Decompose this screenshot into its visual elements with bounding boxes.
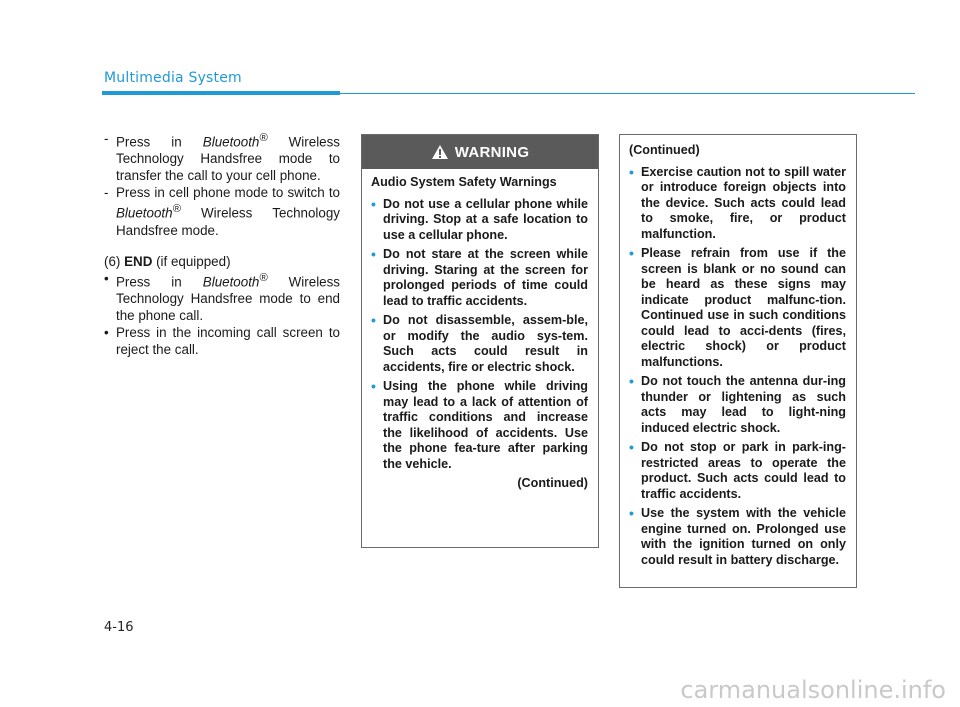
section-title: Multimedia System <box>104 70 242 86</box>
warning-item: • Do not stop or park in park-ing-restricted areas to operate the product. Such acts could lead to traffic accidents. <box>629 439 846 501</box>
warning-box <box>361 134 599 548</box>
text: Press in <box>116 134 203 150</box>
warning-heading: WARNING <box>454 143 530 161</box>
header-rule <box>340 93 915 94</box>
text: Press in cell phone mode to switch to <box>116 185 340 201</box>
warning-item: • Do not use a cellular phone while driving. Stop at a safe location to use a cellular phone. <box>371 195 588 242</box>
warning-header <box>362 135 598 169</box>
text: Press in the incoming call screen to reject the call. <box>116 325 340 358</box>
brand-name: Bluetooth <box>202 274 260 290</box>
bullet-icon: • <box>371 195 376 212</box>
text: Wireless Technology Handsfree mode to transfer the call to your cell phone. <box>116 134 341 184</box>
bullet-icon: • <box>371 312 376 328</box>
warning-item: • Exercise caution not to spill water or introduce foreign objects into the device. Such acts could lead to smoke, fire, or product malfunction. <box>629 163 846 241</box>
warning-title: Audio System Safety Warnings <box>371 175 557 189</box>
bullet-end-call <box>104 270 340 324</box>
text: Press in <box>116 274 203 290</box>
bullet-marker: • <box>104 270 109 286</box>
continued-label: (Continued) <box>517 476 588 490</box>
item-6-heading <box>104 253 340 270</box>
bullet-icon: • <box>629 373 634 389</box>
warning-item: • Do not disassemble, assem-ble, or modify the audio sys-tem. Such acts could result in accidents, fire or electric shock. <box>371 312 588 374</box>
bullet-reject-call <box>104 324 340 358</box>
text: Wireless Technology Handsfree mode to end the phone call. <box>116 274 341 324</box>
warning-item: • Please refrain from use if the screen is blank or no sound can be heard as these signs may indicate product malfunc-tion. Continued use in such conditions could lead to acci-dents (fires, electric shock) or product malfunctions. <box>629 245 846 369</box>
bullet-marker: • <box>104 325 109 341</box>
sub-item-switch <box>104 184 340 238</box>
bullet-icon: • <box>371 246 376 262</box>
brand-name: Bluetooth <box>116 205 173 221</box>
item-number: (6) <box>104 253 125 269</box>
warning-icon <box>431 144 449 160</box>
registered-mark: ® <box>172 203 181 216</box>
bullet-icon: • <box>629 439 634 455</box>
brand-name: Bluetooth <box>202 134 260 150</box>
text: Wireless Technology Handsfree mode. <box>116 205 340 238</box>
bullet-icon: • <box>629 505 634 521</box>
sub-item-transfer <box>104 130 340 184</box>
bullet-icon: • <box>371 378 376 394</box>
dash-marker: - <box>104 185 109 201</box>
left-column <box>104 130 340 358</box>
continued-title: (Continued) <box>629 143 700 157</box>
warning-item: • Use the system with the vehicle engine turned on. Prolonged use with the ignition turned on only could result in battery discharge. <box>629 505 846 567</box>
continued-warning-box <box>619 134 857 588</box>
warning-item: • Do not touch the antenna dur-ing thunder or lightening as such acts may lead to light-ning induced electric shock. <box>629 373 846 435</box>
page-number: 4-16 <box>104 620 134 635</box>
bullet-icon: • <box>629 245 634 261</box>
watermark: carmanualsonline.info <box>680 676 946 704</box>
bullet-icon: • <box>629 163 634 180</box>
warning-item: • Do not stare at the screen while driving. Staring at the screen for prolonged periods of time could lead to traffic accidents. <box>371 246 588 308</box>
registered-mark: ® <box>259 271 268 284</box>
dash-marker: - <box>104 131 109 146</box>
end-label: END <box>124 253 153 269</box>
warning-item: • Using the phone while driving may lead to a lack of attention of traffic conditions and increase the likelihood of accidents. Use the phone fea-ture after parking the vehicle. <box>371 378 588 471</box>
header-rule-accent <box>102 91 340 95</box>
text: (if equipped) <box>152 253 231 269</box>
registered-mark: ® <box>259 132 268 144</box>
